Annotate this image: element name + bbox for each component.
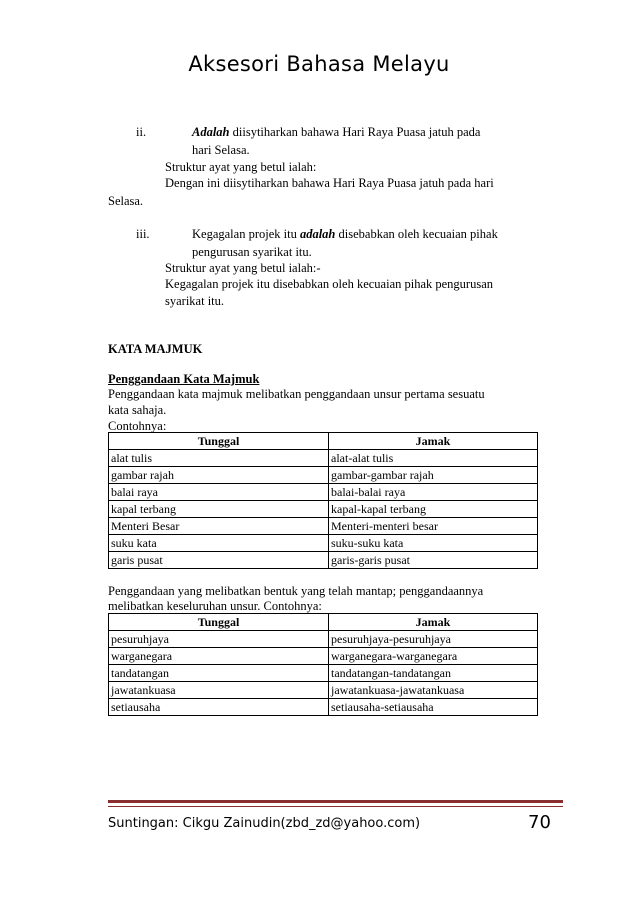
table-row [109,648,538,665]
paragraph-2-line1: Penggandaan yang melibatkan bentuk yang telah mantap; penggandaannya [108,584,484,598]
cell-tunggal: kapal terbang [109,501,329,518]
table-row [109,484,538,501]
example-ii-number: ii. [136,125,147,139]
column-header-jamak: Jamak [329,614,538,631]
example-iii-line1-post: disebabkan oleh kecuaian pihak [335,227,498,241]
cell-jamak: alat-alat tulis [329,450,538,467]
cell-jamak: gambar-gambar rajah [329,467,538,484]
cell-jamak: jawatankuasa-jawatankuasa [329,682,538,699]
section-subtitle: Penggandaan Kata Majmuk [108,372,260,386]
cell-jamak: balai-balai raya [329,484,538,501]
table-row [109,467,538,484]
cell-tunggal: warganegara [109,648,329,665]
cell-jamak: setiausaha-setiausaha [329,699,538,716]
cell-jamak: suku-suku kata [329,535,538,552]
table-row [109,518,538,535]
table-row [109,535,538,552]
cell-tunggal: jawatankuasa [109,682,329,699]
contoh-label-1: Contohnya: [108,419,167,433]
cell-jamak: pesuruhjaya-pesuruhjaya [329,631,538,648]
cell-tunggal: suku kata [109,535,329,552]
cell-jamak: kapal-kapal terbang [329,501,538,518]
cell-jamak: garis-garis pusat [329,552,538,569]
table-row [109,501,538,518]
column-header-tunggal: Tunggal [109,614,329,631]
example-iii-struct-label: Struktur ayat yang betul ialah:- [165,261,321,275]
example-ii-struct-line2: Selasa. [108,194,144,208]
example-iii-struct-line2: syarikat itu. [165,294,225,308]
table-row [109,682,538,699]
table-row [109,552,538,569]
example-ii-line1-rest: diisytiharkan bahawa Hari Raya Puasa jatuh pada [229,125,481,139]
cell-tunggal: tandatangan [109,665,329,682]
cell-tunggal: garis pusat [109,552,329,569]
paragraph-1-line1: Penggandaan kata majmuk melibatkan penggandaan unsur pertama sesuatu [108,387,485,401]
example-ii-struct-label: Struktur ayat yang betul ialah: [165,160,317,174]
example-iii-line1 [192,226,498,242]
example-iii-line2: pengurusan syarikat itu. [192,245,312,259]
cell-tunggal: setiausaha [109,699,329,716]
paragraph-2-line2: melibatkan keseluruhan unsur. Contohnya: [108,599,322,613]
example-ii-keyword: Adalah [192,125,230,139]
paragraph-1-line2: kata sahaja. [108,403,167,417]
example-ii-line2: hari Selasa. [192,143,250,157]
footer-divider-thick [108,800,563,803]
column-header-jamak: Jamak [329,433,538,450]
cell-jamak: Menteri-menteri besar [329,518,538,535]
page-number: 70 [528,812,551,833]
page-header-title: Aksesori Bahasa Melayu [188,52,450,76]
table-row [109,665,538,682]
example-iii-number: iii. [136,227,150,241]
table-row [109,699,538,716]
table-header-row [109,433,538,450]
table-header-row [109,614,538,631]
section-title: KATA MAJMUK [108,342,203,356]
example-ii-struct-line1: Dengan ini diisytiharkan bahawa Hari Raya Puasa jatuh pada hari [165,176,494,190]
table-penggandaan-2 [108,613,538,716]
footer-divider-thin [108,806,563,807]
example-iii-struct-line1: Kegagalan projek itu disebabkan oleh kecuaian pihak pengurusan [165,277,494,291]
table-row [109,450,538,467]
cell-jamak: tandatangan-tandatangan [329,665,538,682]
cell-jamak: warganegara-warganegara [329,648,538,665]
cell-tunggal: Menteri Besar [109,518,329,535]
example-iii-keyword: adalah [299,227,336,241]
column-header-tunggal: Tunggal [109,433,329,450]
example-iii-line1-pre: Kegagalan projek itu [192,227,300,241]
cell-tunggal: pesuruhjaya [109,631,329,648]
table-row [109,631,538,648]
footer-credit: Suntingan: Cikgu Zainudin(zbd_zd@yahoo.com) [108,816,421,831]
example-ii-line1 [192,124,480,140]
cell-tunggal: balai raya [109,484,329,501]
table-penggandaan-1 [108,432,538,569]
cell-tunggal: gambar rajah [109,467,329,484]
cell-tunggal: alat tulis [109,450,329,467]
